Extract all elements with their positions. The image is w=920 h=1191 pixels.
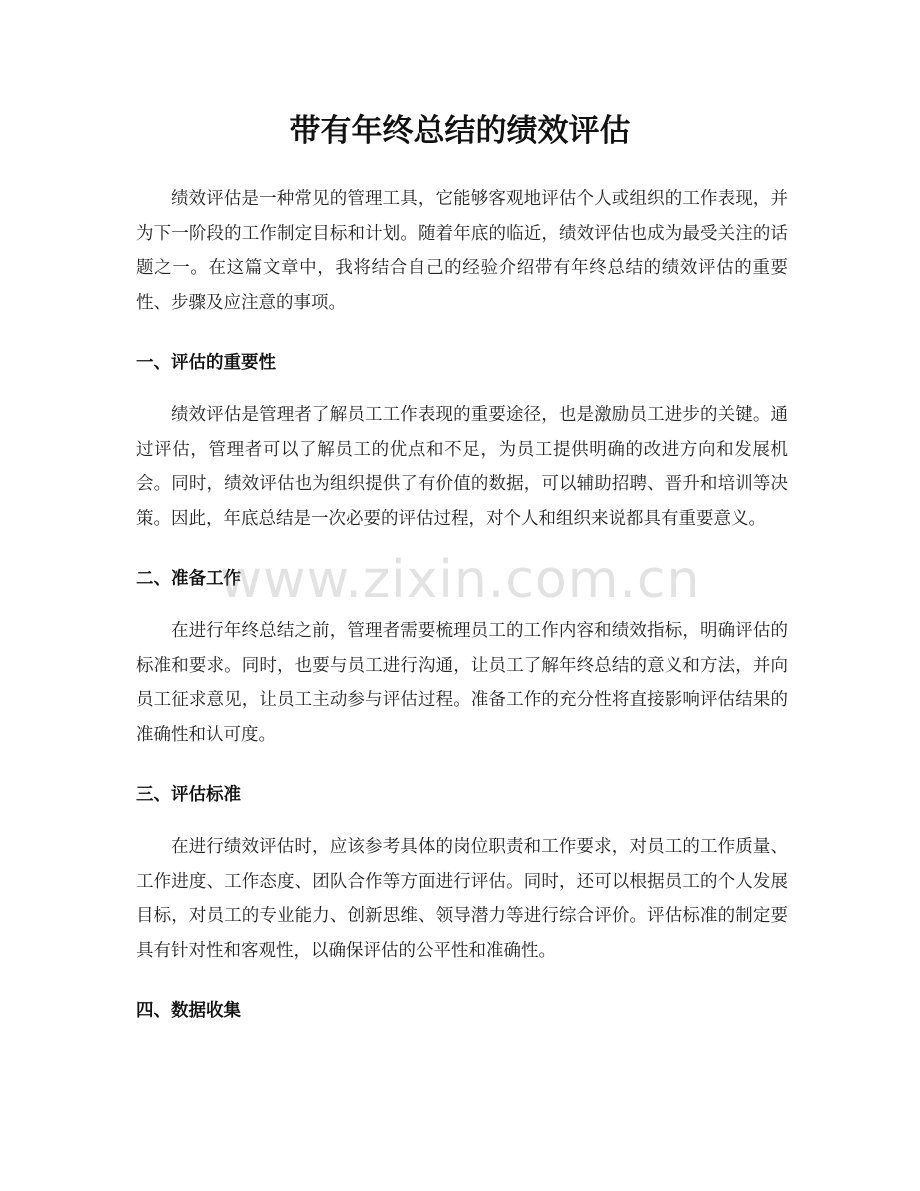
section-body-preparation: 在进行年终总结之前，管理者需要梳理员工的工作内容和绩效指标，明确评估的标准和要求。同时，也要与员工进行沟通，让员工了解年终总结的意义和方法，并向员工征求意见，让员工主动参与评估过程。准备工作的充分性将直接影响评估结果的准确性和认可度。 — [136, 621, 788, 745]
section-heading-preparation: 二、准备工作 — [136, 569, 241, 589]
section-heading-data-collection: 四、数据收集 — [136, 1001, 241, 1021]
section-body-importance: 绩效评估是管理者了解员工工作表现的重要途径，也是激励员工进步的关键。通过评估，管理者可以了解员工的优点和不足，为员工提供明确的改进方向和发展机会。同时，绩效评估也为组织提供了有价值的数据，可以辅助招聘、晋升和培训等决策。因此，年底总结是一次必要的评估过程，对个人和组织来说都具有重要意义。 — [136, 405, 788, 529]
intro-paragraph: 绩效评估是一种常见的管理工具，它能够客观地评估个人或组织的工作表现，并为下一阶段的工作制定目标和计划。随着年底的临近，绩效评估也成为最受关注的话题之一。在这篇文章中，我将结合自己的经验介绍带有年终总结的绩效评估的重要性、步骤及应注意的事项。 — [136, 189, 788, 313]
section-heading-importance: 一、评估的重要性 — [136, 353, 276, 373]
document-body — [136, 182, 788, 1046]
section-body-criteria: 在进行绩效评估时，应该参考具体的岗位职责和工作要求，对员工的工作质量、工作进度、工作态度、团队合作等方面进行评估。同时，还可以根据员工的个人发展目标，对员工的专业能力、创新思维、领导潜力等进行综合评价。评估标准的制定要具有针对性和客观性，以确保评估的公平性和准确性。 — [136, 837, 788, 961]
watermark: www.zixin.com.cn — [219, 550, 701, 610]
section-heading-criteria: 三、评估标准 — [136, 785, 241, 805]
document-title: 带有年终总结的绩效评估 — [289, 113, 631, 149]
